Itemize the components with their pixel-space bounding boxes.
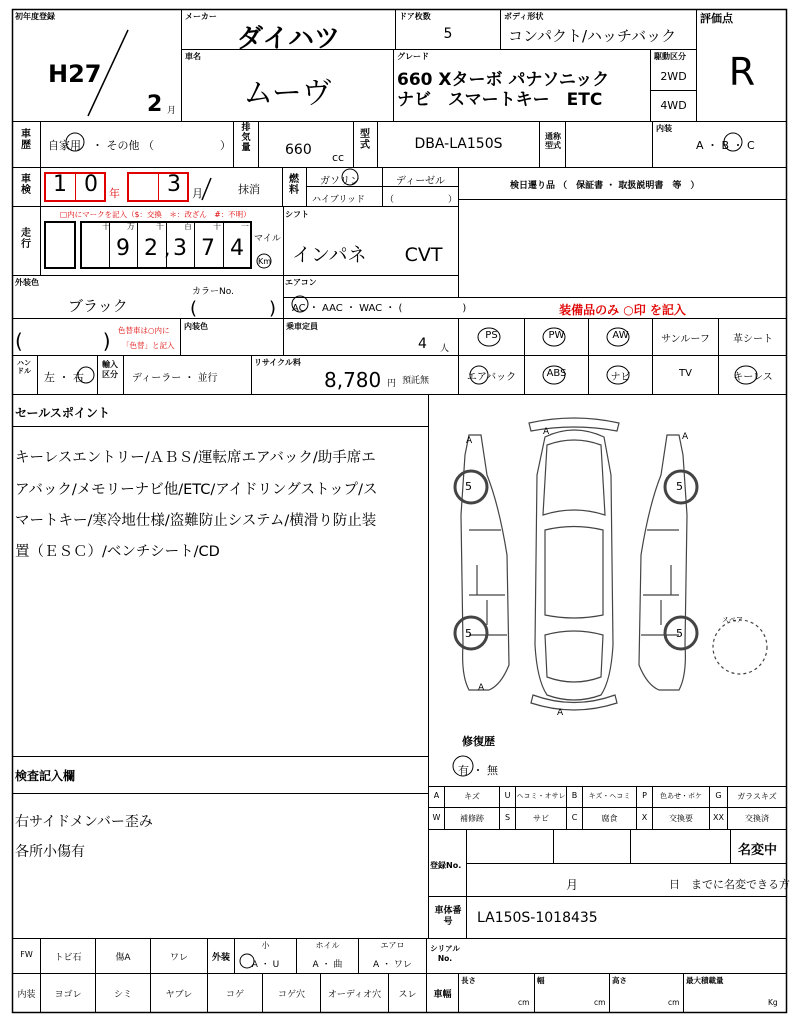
km-circle (254, 252, 274, 270)
grade-score-value: R (728, 50, 756, 94)
drive-2wd: 2WD (660, 70, 687, 83)
legend-code-p: P (642, 791, 647, 800)
recycle-label: リサイクル料 (254, 358, 301, 367)
tire-depth-rear-left: 5 (465, 627, 472, 640)
mileage-note: □内にマークを記入（$：交換 ＊：改ざん #：不明） (60, 210, 251, 219)
damage-mark-left-rear: A (478, 683, 485, 693)
max-load-label: 最大積載量 (686, 976, 724, 985)
registration-day-text: 日 までに名変できる方 (669, 878, 790, 891)
name-change-label: 名変中 (738, 843, 778, 858)
handle-right-circle (76, 365, 96, 385)
mileage-digit-100: 3 (173, 236, 187, 261)
interior-item-burn: コゲ (225, 990, 244, 1000)
legend-desc-p: 色あせ・ボケ (660, 792, 702, 800)
legend-desc-b: キズ・ヘコミ (588, 792, 631, 800)
interior-grade-circle (722, 131, 744, 153)
recycle-unit: 円 (387, 379, 397, 389)
maker-label: メーカー (185, 12, 217, 21)
common-model-label: 通称型式 (545, 132, 561, 150)
vin-value: LA150S-1018435 (477, 910, 598, 926)
fw-item-chip: トビ石 (54, 953, 82, 963)
capacity-value: 4 (418, 336, 427, 352)
equip-ps: PS (485, 330, 498, 341)
sales-points-title: セールスポイント (15, 406, 110, 420)
equip-ps-circle (475, 326, 503, 348)
inspection-note-1: 右サイドメンバー歪み (15, 814, 153, 830)
color-change-note1: 色替車は○内に (118, 326, 170, 335)
legend-desc-x: 交換要 (669, 814, 693, 823)
history-private-circle (64, 131, 86, 153)
handle-value: 左 ・ 右 (44, 371, 84, 384)
legend-code-x: X (641, 813, 648, 822)
serial-label: シリアルNo. (430, 944, 460, 963)
doors-value: 5 (443, 26, 453, 42)
equipment-title: 装備品のみ ○印 を記入 (559, 303, 686, 317)
drive-4wd: 4WD (660, 99, 687, 112)
legend-desc-w: 補修跡 (460, 814, 484, 823)
displacement-unit: cc (332, 151, 345, 164)
damage-mark-rear: A (557, 708, 564, 718)
height-label: 高さ (612, 976, 627, 985)
mileage-label: 走行 (21, 228, 31, 250)
equip-aw: AW (612, 330, 629, 341)
small-parts-label: 小 (261, 941, 270, 950)
aero-value: A ・ ワレ (373, 960, 412, 970)
equip-keyless: キーレス (733, 372, 773, 383)
mileage-digit-1k: 2 (144, 236, 158, 261)
handle-label: ハンドル (17, 359, 31, 375)
inspection-note-2: 各所小傷有 (15, 844, 85, 860)
dealer-value: ディーラー ・ 並行 (132, 373, 218, 384)
equip-leather: 革シート (733, 334, 773, 345)
import-label: 輸入区分 (102, 360, 118, 379)
equip-keyless-circle (732, 364, 760, 386)
inspection-year-digit-1: 1 (53, 172, 67, 197)
legend-desc-s: サビ (533, 814, 549, 823)
equip-pw-circle (540, 326, 568, 348)
digit-unit-1: 一 (241, 222, 249, 231)
interior-item-audio-hole: オーディオ穴 (327, 990, 382, 1000)
fuel-other: （ ） (385, 195, 458, 205)
wheel-label: ホイル (315, 941, 340, 950)
history-value: 自家用 ・ その他 （ ） (48, 139, 231, 152)
vin-label: 車体番号 (434, 906, 462, 927)
body-label: ボディ形状 (504, 12, 544, 21)
max-load-unit: Kg (768, 998, 778, 1007)
legend-code-w: W (432, 813, 441, 822)
mileage-digit-10: 7 (201, 236, 215, 261)
registration-month-unit: 月 (566, 878, 579, 892)
length-label: 長さ (461, 976, 476, 985)
digit-unit-1k: 千 (156, 222, 164, 231)
legend-desc-xx: 交換済 (745, 814, 769, 823)
shift-value: インパネ CVT (292, 244, 443, 266)
equip-airbag: エアバック (466, 372, 517, 383)
inspection-month-unit: 月 (192, 187, 203, 200)
fw-label: FW (20, 950, 33, 959)
equip-navi-circle (604, 364, 632, 386)
legend-code-g: G (715, 791, 722, 800)
interior-color-label: 内装色 (184, 322, 208, 331)
legend-code-u: U (504, 791, 511, 800)
digit-unit-100k: 十 (102, 222, 110, 231)
fuel-hybrid: ハイブリッド (312, 195, 366, 205)
color-no-label: カラーNo. (192, 287, 234, 297)
mileage-digit-1: 4 (230, 236, 244, 261)
mileage-digit-10k: 9 (116, 236, 130, 261)
recycle-fee: 8,780 (324, 368, 382, 392)
small-parts-circle (238, 952, 256, 970)
inspection-year-digit-2: 0 (84, 172, 98, 197)
first-reg-month: 2 (147, 92, 163, 117)
ac-circle (290, 294, 312, 314)
ac-value: AC ・ AAC ・ WAC ・ ( ) (292, 303, 467, 314)
shift-label: シフト (285, 210, 309, 219)
ac-label: エアコン (285, 278, 317, 287)
docs-label: 検日遷り品 （ 保証書 ・ 取扱説明書 等 ） (510, 181, 700, 191)
legend-desc-a: キズ (464, 792, 480, 801)
grade-line2: ナビ スマートキー ETC (397, 90, 603, 110)
car-name-label: 車名 (185, 52, 201, 61)
interior-item-wear: スレ (398, 990, 417, 1000)
repair-yes-circle (450, 753, 476, 779)
legend-code-s: S (504, 813, 511, 822)
mile-label: マイル (254, 234, 281, 244)
recycle-deposit: 預託無 (402, 376, 430, 386)
model-label: 型式 (360, 129, 370, 151)
tire-depth-front-right: 5 (676, 480, 683, 493)
displacement-label: 排気量 (241, 123, 251, 153)
tire-depth-rear-right: 5 (676, 627, 683, 640)
fuel-gasoline-circle (326, 168, 362, 186)
legend-desc-c: 腐食 (601, 814, 618, 823)
digit-unit-100: 百 (184, 222, 192, 231)
sales-point-line-3: マートキー/寒冷地仕様/盗難防止システム/横滑り防止装 (15, 513, 377, 529)
inspection-label: 車検 (21, 174, 31, 196)
exterior-color-value: ブラック (68, 297, 128, 315)
mileage-comma: , (164, 236, 171, 260)
damage-mark-left-front: A (466, 436, 473, 446)
interior-row-label: 内装 (17, 990, 36, 1000)
legend-code-c: C (571, 813, 578, 822)
body-value: コンパクト/ハッチバック (508, 27, 677, 45)
capacity-label: 乗車定員 (286, 322, 318, 331)
inspection-notes-title: 検査記入欄 (15, 769, 76, 783)
first-reg-month-unit: 月 (167, 106, 177, 116)
grade-label: グレード (397, 52, 429, 61)
inspection-month-digit: 3 (167, 172, 181, 197)
sales-point-line-4: 置（ＥＳＣ）/ベンチシート/CD (15, 544, 220, 560)
legend-desc-u: ヘコミ・オサレ (516, 792, 566, 800)
maker-value: ダイハツ (237, 24, 340, 54)
equip-abs: ABS (546, 368, 567, 379)
equip-navi: ナビ (610, 372, 631, 383)
dimensions-label: 車幅 (433, 990, 452, 1000)
fuel-gasoline: ガソリン (320, 176, 360, 187)
legend-code-a: A (433, 791, 440, 800)
fw-item-crack: ワレ (169, 953, 188, 963)
width-label: 幅 (537, 976, 545, 985)
repair-value: 有 ・ 無 (458, 764, 498, 777)
equip-pw: PW (548, 330, 565, 341)
spare-label: スペア (722, 616, 743, 624)
equip-sunroof: サンルーフ (661, 334, 710, 345)
repair-title: 修復歴 (462, 735, 495, 748)
color-no-value: ( ) (190, 298, 277, 319)
equip-airbag-circle (468, 364, 490, 386)
inspection-year-unit: 年 (109, 187, 120, 200)
inspection-cancelled: 抹消 (238, 183, 260, 196)
sales-point-line-1: キーレスエントリー/ＡＢＳ/運転席エアバック/助手席エ (15, 450, 376, 466)
interior-grade: A ・ B ・ C (696, 139, 755, 152)
registration-label: 登録No. (430, 861, 462, 870)
legend-code-b: B (571, 791, 578, 800)
equip-tv: TV (679, 368, 692, 379)
exterior-color-label: 外装色 (15, 278, 39, 287)
exterior-parts-label: 外装 (211, 953, 230, 963)
wheel-value: A ・ 曲 (312, 960, 343, 970)
length-unit: cm (518, 998, 530, 1007)
drive-label: 駆動区分 (654, 52, 686, 61)
model-value: DBA-LA150S (414, 136, 503, 152)
car-name-value: ムーヴ (243, 76, 332, 111)
interior-label: 内装 (656, 124, 672, 133)
digit-unit-10: 十 (213, 222, 221, 231)
equip-abs-circle (540, 364, 568, 386)
damage-mark-front: A (543, 427, 550, 437)
damage-mark-right-front: A (682, 432, 689, 442)
capacity-unit: 人 (440, 344, 450, 354)
km-label: Km (258, 257, 272, 266)
color-change-note2: 「色替」と記入 (122, 341, 175, 350)
fuel-label: 燃料 (289, 174, 299, 196)
legend-code-xx: XX (713, 813, 724, 822)
tire-depth-front-left: 5 (465, 480, 472, 493)
grade-score-label: 評価点 (700, 12, 733, 25)
legend-desc-g: ガラスキズ (737, 792, 777, 801)
sales-point-line-2: アバック/メモリーナビ他/ETC/アイドリングストップ/ス (15, 482, 378, 498)
color-change-paren: ( ) (15, 329, 111, 353)
interior-item-burn-hole: コゲ穴 (277, 990, 305, 1000)
aero-label: エアロ (380, 941, 405, 950)
grade-line1: 660 Xターボ パナソニック (397, 70, 610, 90)
first-reg-year: H27 (48, 60, 102, 88)
height-unit: cm (668, 998, 680, 1007)
interior-item-stain: シミ (113, 990, 132, 1000)
fuel-diesel: ディーゼル (396, 176, 445, 187)
interior-item-dirt: ヨゴレ (54, 990, 82, 1000)
mileage-flag-box (44, 221, 76, 269)
history-label: 車歴 (21, 129, 31, 151)
small-parts-value: A ・ U (251, 960, 280, 970)
doors-label: ドア枚数 (399, 12, 431, 21)
interior-item-tear: ヤブレ (165, 990, 193, 1000)
digit-unit-10k: 万 (127, 222, 135, 231)
fw-item-scratch: 傷A (115, 953, 131, 963)
displacement-value: 660 (285, 142, 312, 158)
width-unit: cm (594, 998, 606, 1007)
first-reg-label: 初年度登録 (15, 12, 55, 21)
car-diagram (429, 395, 786, 730)
equip-aw-circle (604, 326, 632, 348)
